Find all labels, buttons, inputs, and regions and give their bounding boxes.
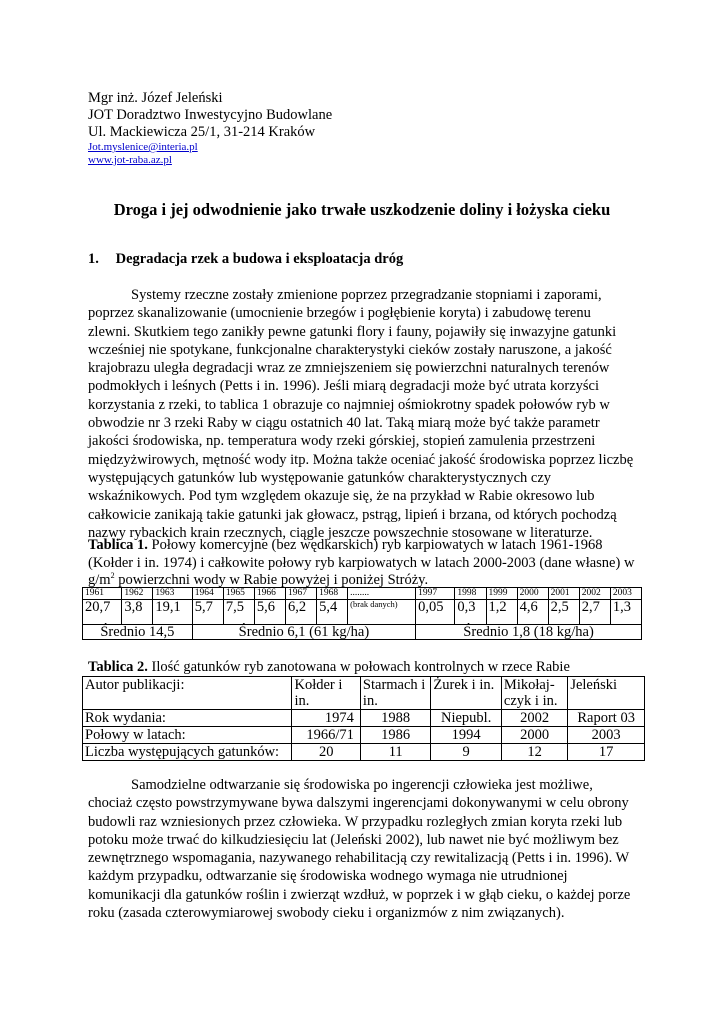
table2-caption: [88, 659, 648, 677]
paragraph-line: obwodzie nr 3 rzeki Raby w ciągu ostatnich 40 lat. Taką miarą może być także parametr: [88, 415, 600, 432]
paragraph-line: każdym przypadku, odtwarzanie się środowiska wodnego wymaga nie utrudnionej: [88, 868, 568, 885]
table2: [82, 676, 645, 761]
author-name: Mgr inż. Józef Jeleński: [88, 90, 223, 106]
paragraph-line: chociaż często powstrzymywane bywa dalszymi ingerencjami dokonywanymi w celu obrony: [88, 795, 629, 812]
table2-caption-text: Ilość gatunków ryb zanotowana w połowach kontrolnych w rzece Rabie: [147, 659, 570, 675]
section-title: Degradacja rzek a budowa i eksploatacja dróg: [115, 251, 404, 267]
table1-caption: [88, 537, 648, 590]
data-cell: 20: [292, 744, 360, 761]
paragraph-line: nazwy rybackich krain rzecznych, ciągle jeszcze powszechnie stosowane w literaturze.: [88, 524, 593, 541]
data-cell: 1988: [360, 710, 431, 727]
table1-caption-text: (Kołder i in. 1974) i całkowite połowy ryb karpiowatych w latach 2000-2003 (dane własne) w: [88, 554, 635, 571]
year-cell: 1968: [317, 588, 348, 600]
table-row: [83, 625, 642, 640]
year-cell: 1967: [286, 588, 317, 600]
paragraph-line: wcześniej nie spotykane, funkcjonalne charakterystyki cieków zostały naruszone, a jakość: [88, 341, 612, 358]
header-cell: Starmach i in.: [360, 677, 431, 710]
value-cell: 2,7: [579, 600, 610, 625]
paragraph-line: całkowicie zanikają takie gatunki jak głowacz, pstrąg, lipień i brzana, od których pochodzą: [88, 506, 617, 523]
document-title: Droga i jej odwodnienie jako trwałe uszkodzenie doliny i łożyska cieku: [113, 200, 611, 219]
paragraph-line: zewnętrznego wspomagania, nazywanego rehabilitacją czy rewitalizacją (Petts i in. 1996). W: [88, 850, 630, 867]
paragraph-line: wskaźnikowych. Pod tym względem okazuje się, że na przykład w Rabie okresowo lub: [88, 488, 595, 505]
paragraph-line: komunikacji dla gatunków roślin i zwierząt wzdłuż, w poprzek i w głąb cieku, o każdej porze: [88, 886, 631, 903]
value-cell: 5,6: [254, 600, 285, 625]
data-cell: 1974: [292, 710, 360, 727]
table1-caption-text: Połowy komercyjne (bez wędkarskich) ryb karpiowatych w latach 1961-1968: [147, 537, 603, 553]
year-cell: 1966: [254, 588, 285, 600]
data-cell: 11: [360, 744, 431, 761]
row-label-cell: Liczba występujących gatunków:: [83, 744, 292, 761]
table-row: [83, 710, 645, 727]
data-cell: Niepubl.: [431, 710, 502, 727]
paragraph-line: podmokłych i leśnych (Petts i in. 1996). Jeśli miarą degradacji może być utrata korzyści: [88, 378, 599, 395]
paragraph-line: roku (zasada czterowymiarowej swobody cieku i organizmów z nim związanych).: [88, 905, 565, 922]
data-cell: Raport 03: [568, 710, 645, 727]
table-row: [83, 600, 642, 625]
year-cell: 1962: [122, 588, 153, 600]
value-cell: 5,7: [192, 600, 223, 625]
paragraph-line: jakości środowiska, np. temperatura wody rzeki górskiej, stopień zamulenia przestrzeni: [88, 433, 596, 450]
header-cell: Mikołaj-czyk i in.: [501, 677, 567, 710]
paragraph-line: korzystania z rzeki, to tablica 1 obrazuje co najmniej ośmiokrotny spadek połowów ryb w: [88, 396, 610, 413]
paragraph-line: Systemy rzeczne zostały zmienione poprzez przegradzanie stopniami i zaporami,: [131, 287, 602, 303]
table1-caption-sup: 2: [110, 571, 115, 581]
table1: [82, 587, 642, 640]
data-cell: 9: [431, 744, 502, 761]
table-header-row: [83, 677, 645, 710]
header-cell: Kołder i in.: [292, 677, 360, 710]
table-row: [83, 727, 645, 744]
value-cell: 20,7: [83, 600, 122, 625]
year-cell: 2001: [548, 588, 579, 600]
value-cell: 19,1: [153, 600, 192, 625]
year-cell: 1999: [486, 588, 517, 600]
value-cell: (brak danych): [348, 600, 416, 625]
row-label-cell: Połowy w latach:: [83, 727, 292, 744]
value-cell: 1,3: [610, 600, 641, 625]
table1-label: Tablica 1.: [88, 537, 148, 553]
year-cell: 1997: [416, 588, 455, 600]
year-cell: 1961: [83, 588, 122, 600]
average-cell: Średnio 14,5: [83, 625, 193, 640]
average-cell: Średnio 1,8 (18 kg/ha): [416, 625, 642, 640]
header-cell: Żurek i in.: [431, 677, 502, 710]
paragraph-line: krajobrazu uległa degradacji wraz ze zmniejszeniem się powierzchni naturalnych terenów: [88, 360, 610, 377]
table1-caption-text: g/m: [88, 572, 111, 588]
paragraph-2: [88, 776, 638, 922]
section-heading: [88, 251, 403, 268]
value-cell: 3,8: [122, 600, 153, 625]
author-address: Ul. Mackiewicza 25/1, 31-214 Kraków: [88, 124, 316, 140]
value-cell: 6,2: [286, 600, 317, 625]
value-cell: 0,3: [455, 600, 486, 625]
data-cell: 2000: [501, 727, 567, 744]
paragraph-line: potoku może trwać do kilkudziesięciu lat (Jeleński 2002), lub nawet nie być możliwym bez: [88, 831, 619, 848]
paragraph-1: [88, 286, 638, 542]
data-cell: 12: [501, 744, 567, 761]
value-cell: 7,5: [223, 600, 254, 625]
data-cell: 1994: [431, 727, 502, 744]
author-block: [88, 90, 332, 167]
year-cell: 2000: [517, 588, 548, 600]
table1-caption-text: powierzchni wody w Rabie powyżej i poniżej Stróży.: [114, 572, 429, 588]
year-cell: 1998: [455, 588, 486, 600]
paragraph-line: poprzez skanalizowanie (umocnienie brzegów i pogłębienie koryta) i zabudowę terenu: [88, 305, 591, 322]
data-cell: 2003: [568, 727, 645, 744]
header-cell: Autor publikacji:: [83, 677, 292, 710]
header-cell: Jeleński: [568, 677, 645, 710]
value-cell: 1,2: [486, 600, 517, 625]
year-cell: 1964: [192, 588, 223, 600]
table-row: [83, 744, 645, 761]
year-cell: 2002: [579, 588, 610, 600]
data-cell: 2002: [501, 710, 567, 727]
data-cell: 17: [568, 744, 645, 761]
paragraph-line: występujących gatunków lub występowanie gatunków charakterystycznych czy: [88, 469, 552, 486]
paragraph-line: budowli raz wzniesionych przez człowieka. W przypadku rozległych zmian koryta rzeki lub: [88, 813, 623, 830]
author-email-link[interactable]: Jot.myslenice@interia.pl: [88, 141, 198, 153]
year-cell: 1963: [153, 588, 192, 600]
paragraph-line: zlewni. Skutkiem tego zanikły pewne gatunki flory i fauny, pojawiły się inwazyjne gatunki: [88, 323, 617, 340]
year-cell: 2003: [610, 588, 641, 600]
paragraph-line: międzyżwirowych, mętność wody itp. Można także oceniać jakość środowiska poprzez liczbę: [88, 451, 634, 468]
year-cell: 1965: [223, 588, 254, 600]
paragraph-line: Samodzielne odtwarzanie się środowiska po ingerencji człowieka jest możliwe,: [131, 777, 593, 793]
data-cell: 1966/71: [292, 727, 360, 744]
value-cell: 0,05: [416, 600, 455, 625]
author-website-link[interactable]: www.jot-raba.az.pl: [88, 154, 172, 166]
year-cell: ........: [348, 588, 416, 600]
author-company: JOT Doradztwo Inwestycyjno Budowlane: [88, 107, 333, 123]
row-label-cell: Rok wydania:: [83, 710, 292, 727]
average-cell: Średnio 6,1 (61 kg/ha): [192, 625, 415, 640]
table2-label: Tablica 2.: [88, 659, 148, 675]
value-cell: 2,5: [548, 600, 579, 625]
value-cell: 4,6: [517, 600, 548, 625]
data-cell: 1986: [360, 727, 431, 744]
table-row: [83, 588, 642, 600]
value-cell: 5,4: [317, 600, 348, 625]
section-number: 1.: [88, 251, 99, 267]
